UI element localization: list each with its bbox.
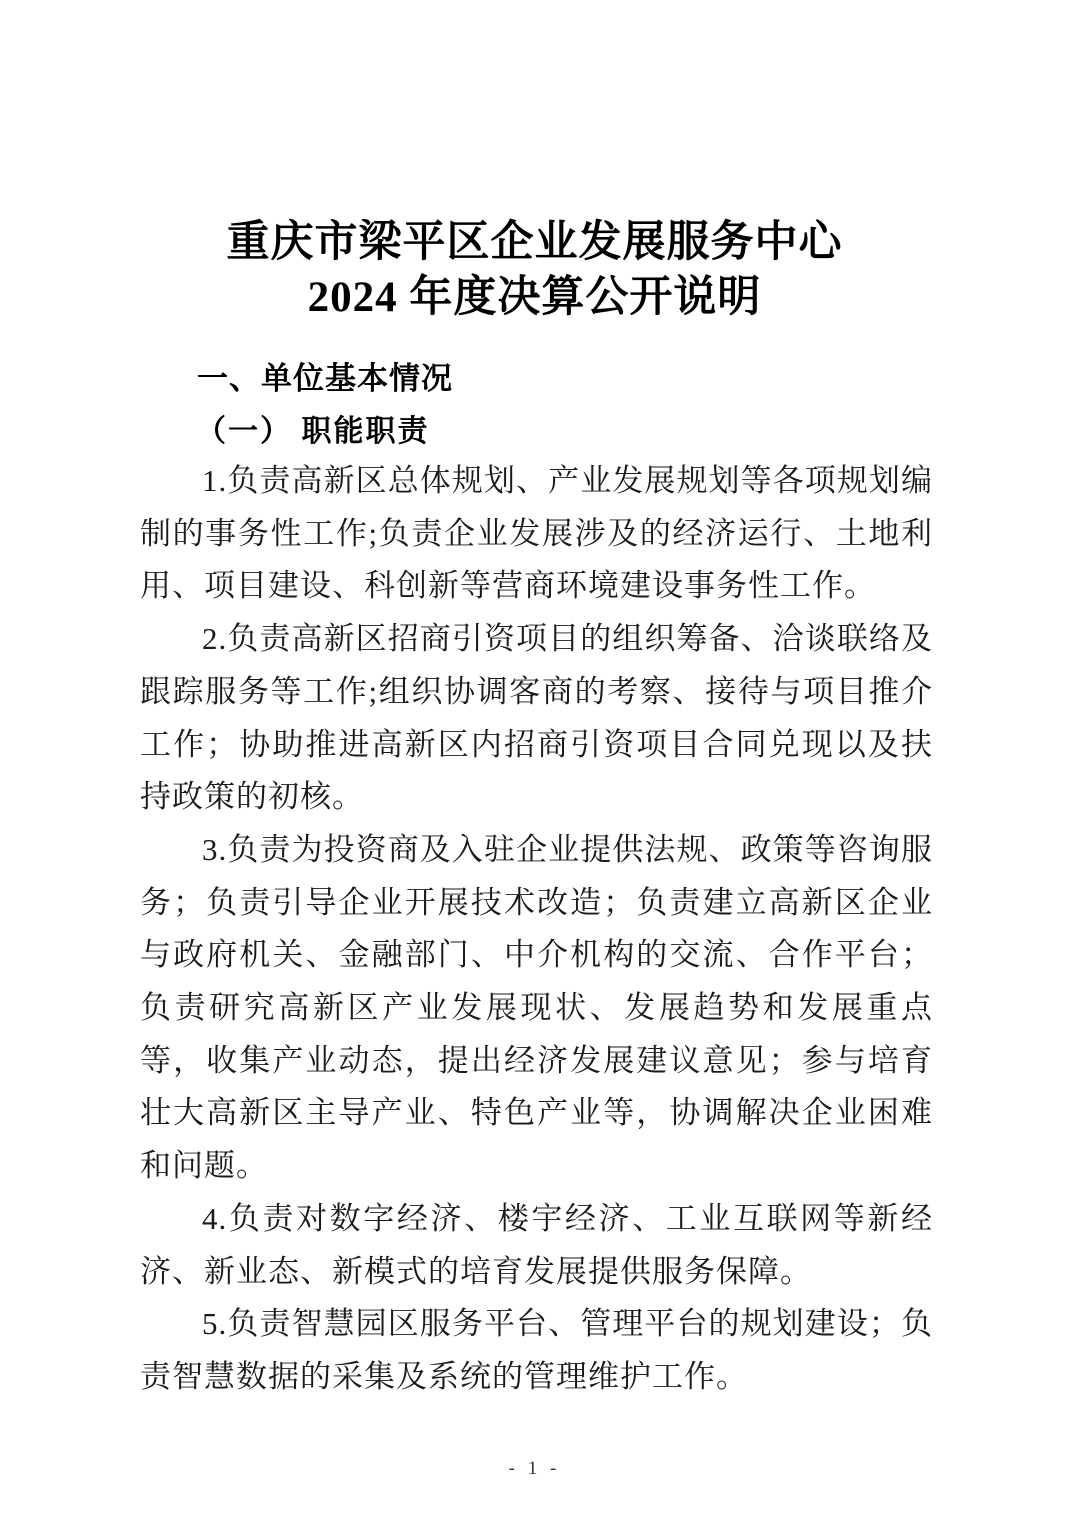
section-heading-basic-information: 一、单位基本情况 (197, 361, 453, 396)
document-title (0, 215, 1069, 325)
page-number: - 1 - (508, 1458, 561, 1479)
document-title-line2: 2024 年度决算公开说明 (307, 273, 762, 321)
paragraph-duty-4: 4.负责对数字经济、楼宇经济、工业互联网等新经济、新业态、新模式的培育发展提供服务保障。 (140, 1200, 933, 1289)
body-text-block (140, 455, 933, 1404)
paragraph-duty-5: 5.负责智慧园区服务平台、管理平台的规划建设；负责智慧数据的采集及系统的管理维护工作。 (140, 1306, 933, 1394)
document-title-line1: 重庆市梁平区企业发展服务中心 (226, 218, 843, 266)
paragraph-duty-2: 2.负责高新区招商引资项目的组织筹备、洽谈联络及跟踪服务等工作;组织协调客商的考察、接待与项目推介工作；协助推进高新区内招商引资项目合同兑现以及扶持政策的初核。 (140, 621, 933, 815)
paragraph-duty-1: 1.负责高新区总体规划、产业发展规划等各项规划编制的事务性工作;负责企业发展涉及的经济运行、土地利用、项目建设、科创新等营商环境建设事务性工作。 (140, 463, 933, 604)
subsection-heading-functions-and-duties: （一） 职能职责 (196, 415, 430, 448)
paragraph-duty-3: 3.负责为投资商及入驻企业提供法规、政策等咨询服务；负责引导企业开展技术改造；负责建立高新区企业与政府机关、金融部门、中介机构的交流、合作平台；负责研究高新区产业发展现状、发展趋势和发展重点等，收集产业动态，提出经济发展建议意见；参与培育壮大高新区主导产业、特色产业等，协调解决企业困难和问题。 (140, 831, 933, 1184)
